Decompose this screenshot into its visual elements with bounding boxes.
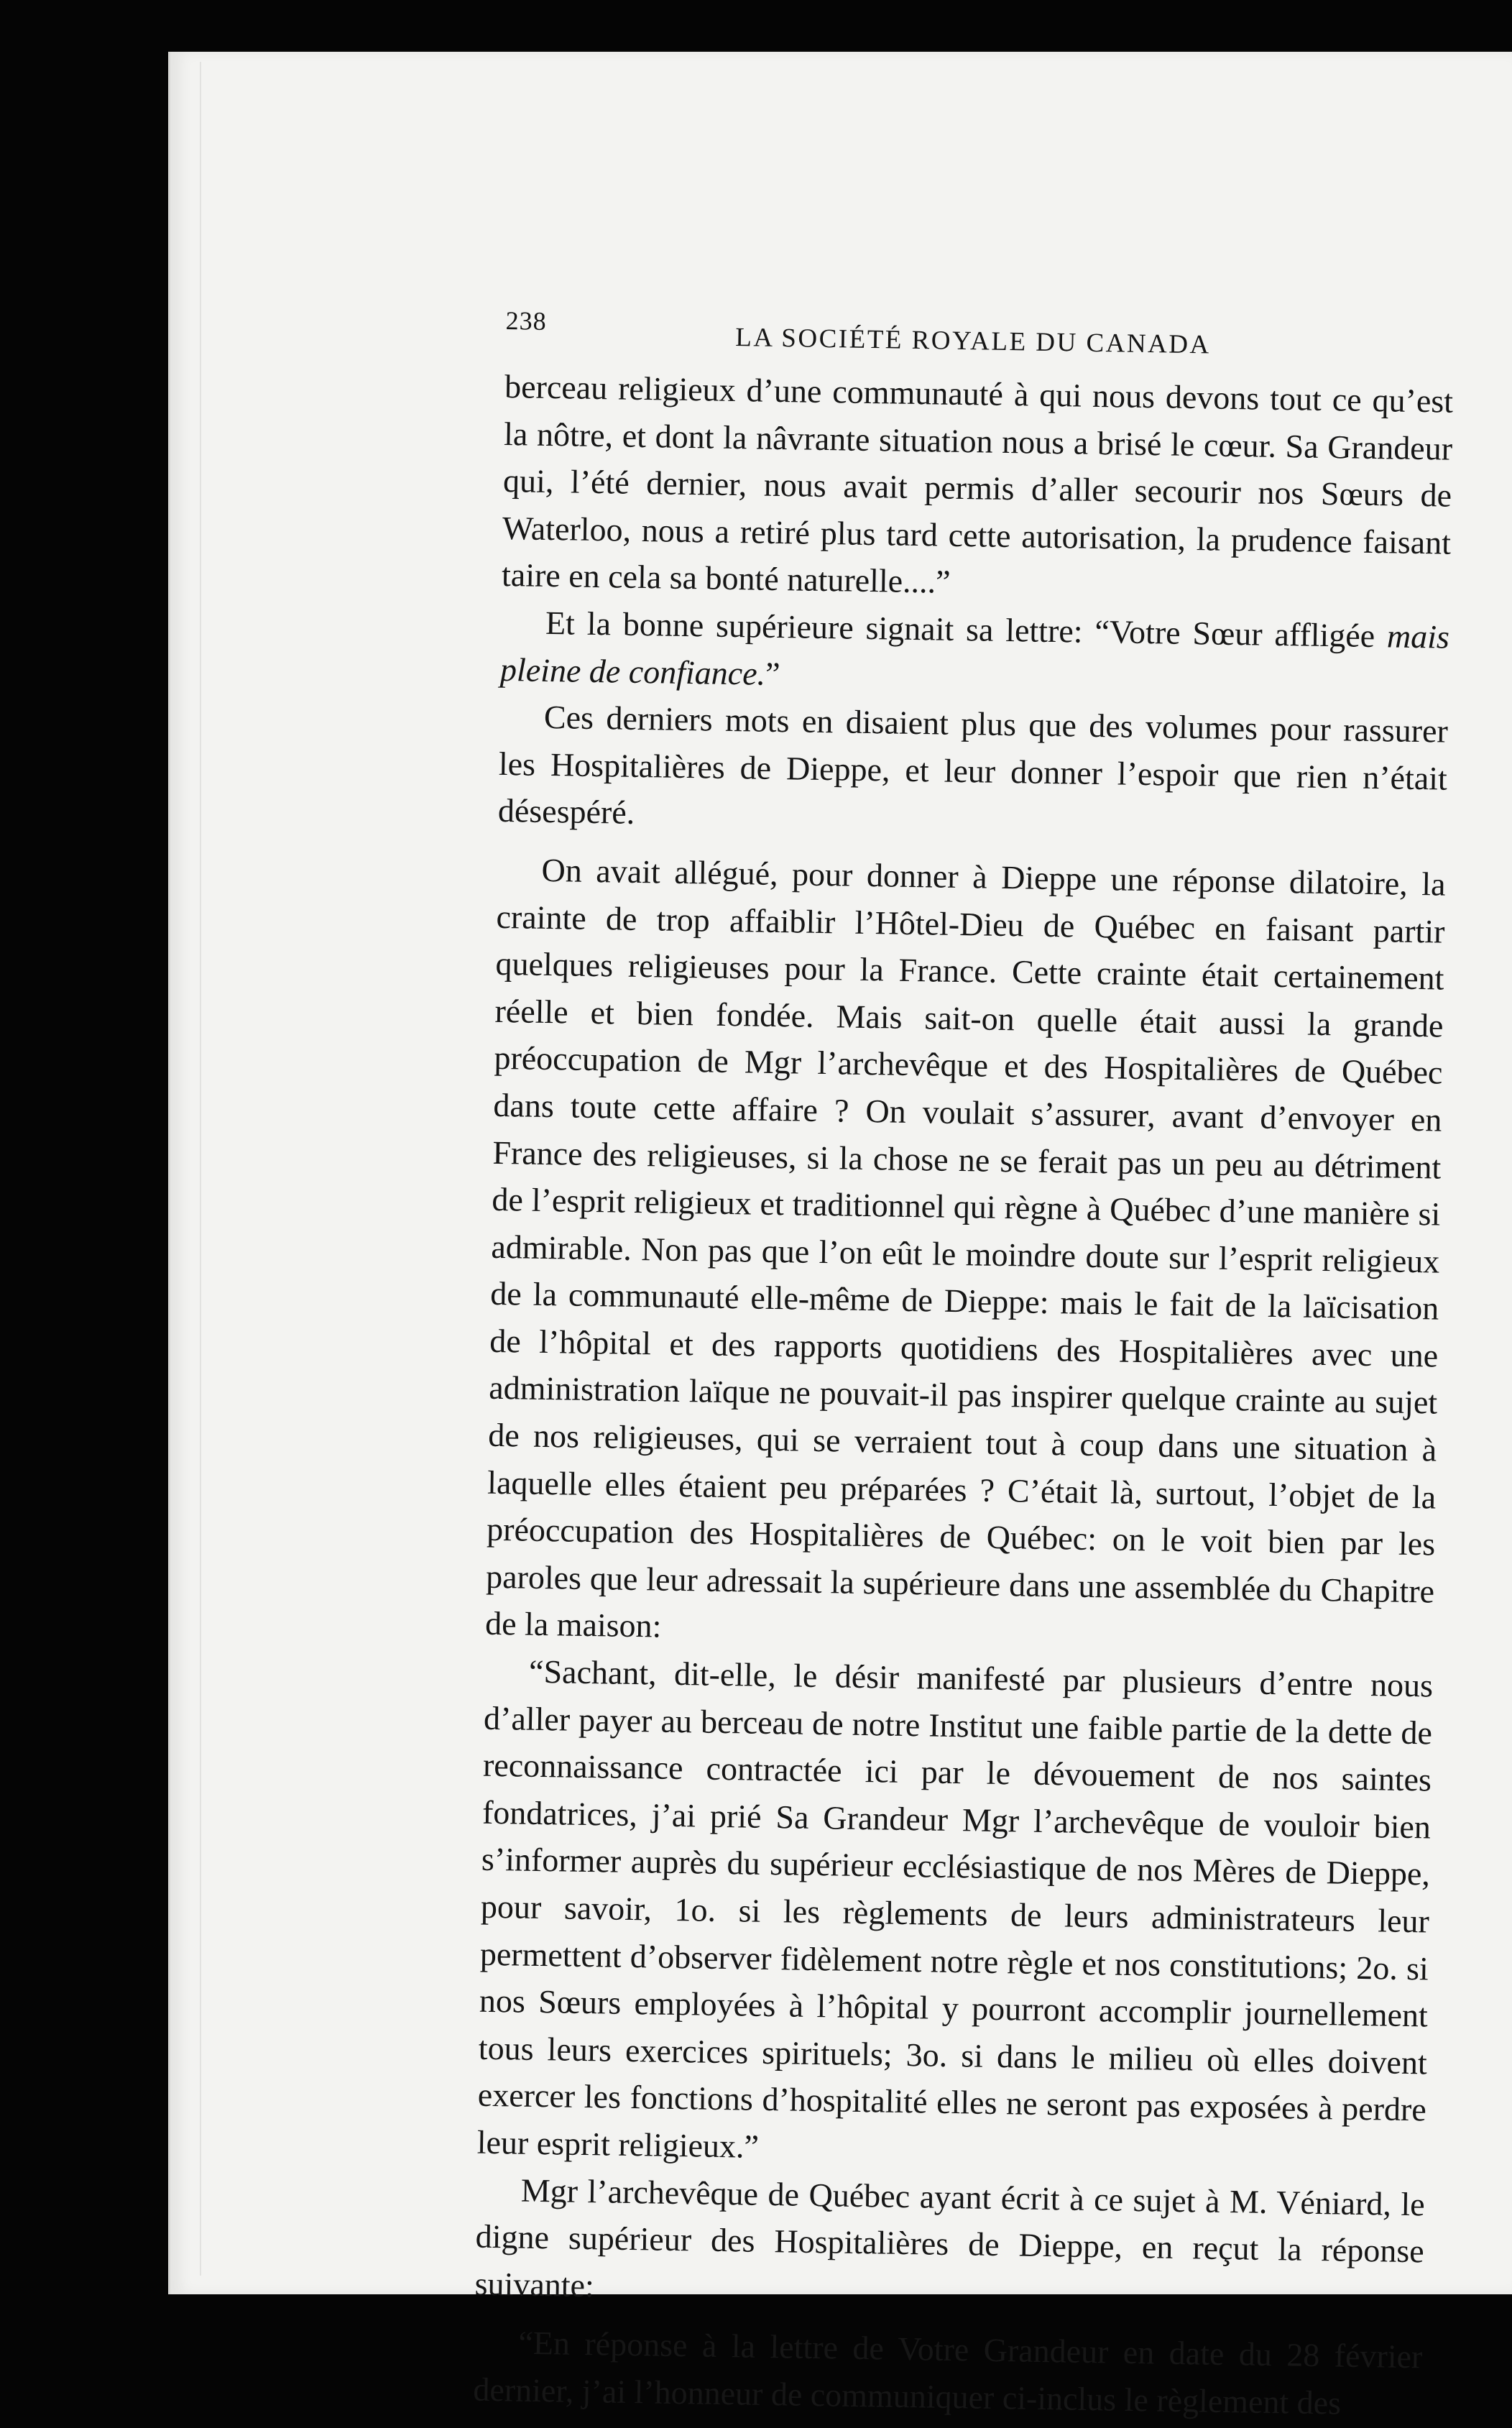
page-content — [473, 305, 1455, 2428]
paragraph-2-italic: mais pleine de confiance. — [499, 617, 1450, 692]
page-number: 238 — [505, 305, 547, 336]
paragraph-2-text: Et la bonne supérieure signait sa lettre: “Votre Sœur affligée — [545, 604, 1375, 655]
paragraph-1: berceau religieux d’une communauté à qui nous devons tout ce qu’est la nôtre, et dont la nâvrante situation nous a brisé le cœur. Sa Grandeur qui, l’été dernier, nous avait permis d’aller secourir nos Sœurs de Waterloo, nous a retiré plus tard cette autorisation, la prudence faisant taire en cela sa bonté naturelle....” — [501, 367, 1454, 601]
page-edge-shadow — [200, 62, 201, 2276]
body-text — [473, 363, 1454, 2428]
paragraph-5: “Sachant, dit-elle, le désir manifesté par plusieurs d’entre nous d’aller payer au berceau de notre Institut une faible partie de la dette de reconnaissance contractée ici par le dévouement de nos saintes fondatrices, j’ai prié Sa Grandeur Mgr l’archevêque de vouloir bien s’informer auprès du supérieur ecclésiastique de nos Mères de Dieppe, pour savoir, 1o. si les règlements de leurs administrateurs leur permettent d’observer fidèlement notre règle et nos constitutions; 2o. si nos Sœurs employées à l’hôpital y pourront accomplir journellement tous leurs exercices spirituels; 3o. si dans le milieu où elles doivent exercer les fonctions d’hospitalité elles ne seront pas exposées à perdre leur esprit religieux.” — [476, 1652, 1434, 2165]
paragraph-6: Mgr l’archevêque de Québec ayant écrit à ce sujet à M. Véniard, le digne supérieur des Hospitalières de Dieppe, en reçut la réponse suivante: — [474, 2171, 1426, 2304]
paragraph-7: “En réponse à la lettre de Votre Grandeur en date du 28 février dernier, j’ai l’honneur de communiquer ci-inclus le règlement des — [473, 2324, 1423, 2422]
paragraph-2-tail: ” — [765, 655, 780, 692]
paragraph-4: On avait allégué, pour donner à Dieppe une réponse dilatoire, la crainte de trop affaiblir l’Hôtel-Dieu de Québec en faisant partir quelques religieuses pour la France. Cette crainte était certainement réelle et bien fondée. Mais sait-on quelle était aussi la grande préoccupation de Mgr l’archevêque et des Hospitalières de Québec dans toute cette affaire ? On voulait s’assurer, avant d’envoyer en France des religieuses, si la chose ne se ferait pas un peu au détriment de l’esprit religieux et traditionnel qui règne à Québec d’une manière si admirable. Non pas que l’on eût le moindre doute sur l’esprit religieux de la communauté elle-même de Dieppe: mais le fait de la laïcisation de l’hôpital et des rapports quotidiens des Hospitalières avec une administration laïque ne pouvait-il pas inspirer quelque crainte au sujet de nos religieuses, qui se verraient tout à coup dans une situation à laquelle elles étaient peu préparées ? C’était là, surtout, l’objet de la préoccupation des Hospitalières de Québec: on le voit bien par les paroles que leur adressait la supérieure dans une assemblée du Chapitre de la maison: — [484, 851, 1446, 1645]
paragraph-2 — [500, 599, 1450, 708]
paragraph-3: Ces derniers mots en disaient plus que des volumes pour rassurer les Hospitalières de Dieppe, et leur donner l’espoir que rien n’était désespéré. — [497, 699, 1449, 832]
running-title: LA SOCIÉTÉ ROYALE DU CANADA — [735, 323, 1212, 360]
